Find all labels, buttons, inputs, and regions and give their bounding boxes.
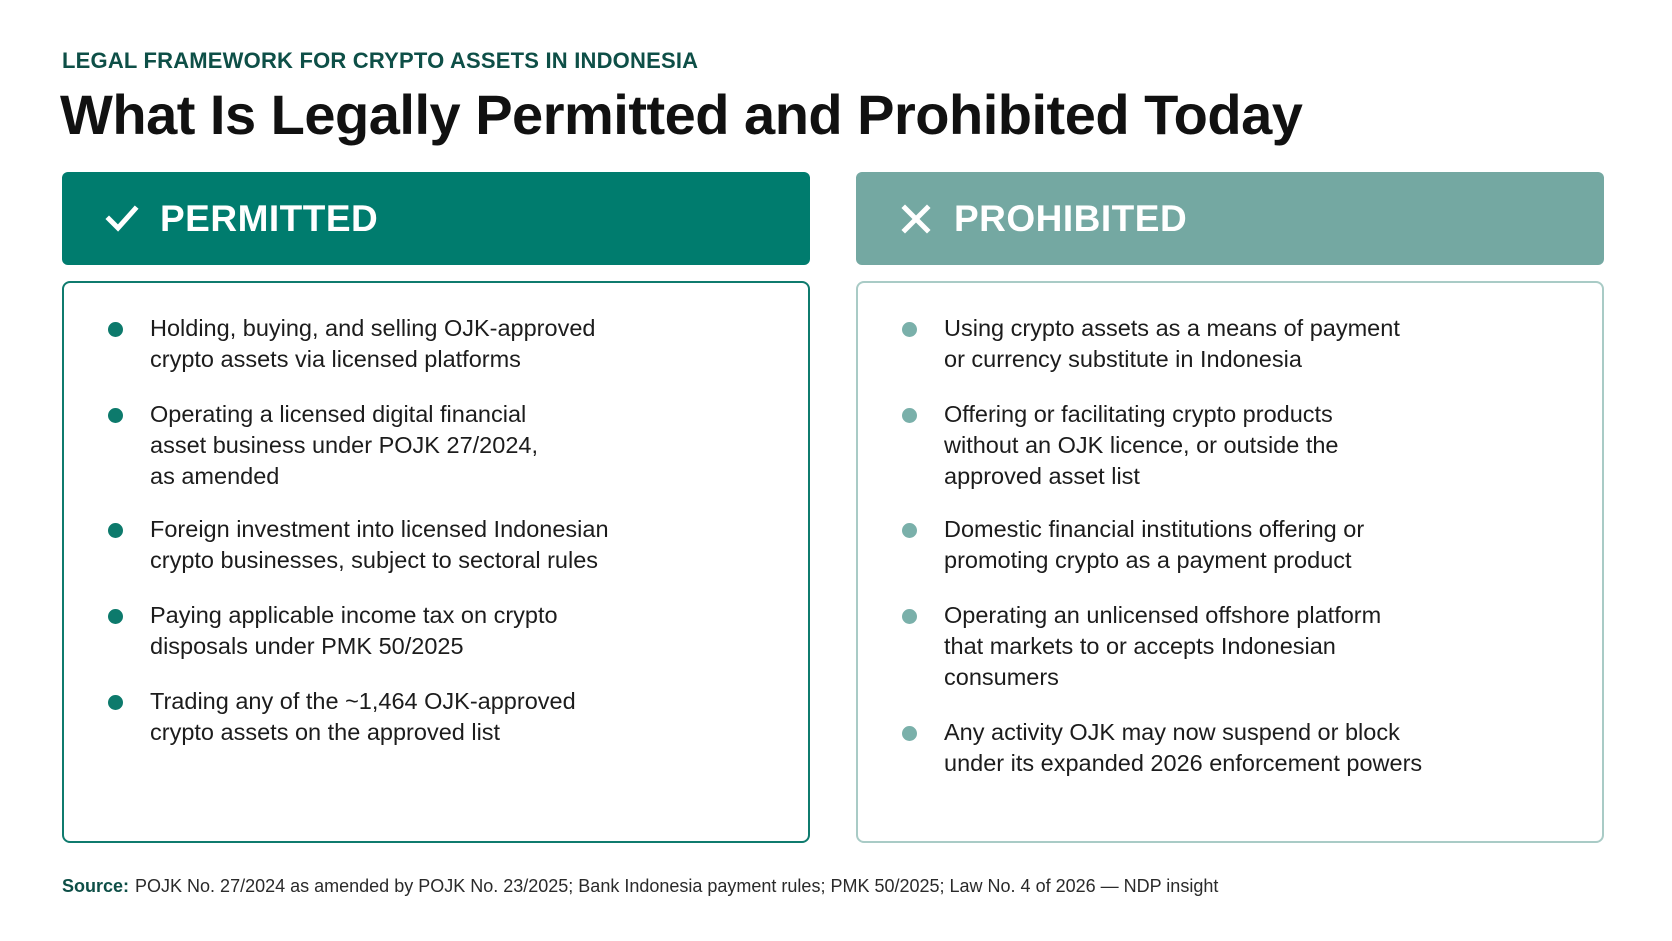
bullet-dot-icon (902, 609, 917, 624)
list-item-line: Domestic financial institutions offering or (944, 516, 1365, 542)
list-item (64, 686, 808, 748)
bullet-dot-icon (902, 322, 917, 337)
check-icon (102, 199, 142, 239)
list-item (64, 313, 808, 375)
eyebrow-label: LEGAL FRAMEWORK FOR CRYPTO ASSETS IN INDONESIA (62, 48, 699, 73)
permitted-header-label: PERMITTED (160, 197, 379, 239)
list-item (64, 399, 808, 492)
bullet-dot-icon (902, 726, 917, 741)
bullet-dot-icon (902, 408, 917, 423)
list-item-line: or currency substitute in Indonesia (944, 346, 1302, 372)
bullet-dot-icon (108, 695, 123, 710)
list-item (64, 514, 808, 576)
bullet-dot-icon (108, 609, 123, 624)
list-item (64, 600, 808, 662)
list-item-line: Foreign investment into licensed Indonesian (150, 516, 609, 542)
permitted-header (62, 172, 810, 265)
list-item-line: crypto businesses, subject to sectoral rules (150, 547, 599, 573)
prohibited-header-label: PROHIBITED (954, 197, 1188, 239)
list-item (858, 600, 1602, 693)
list-item (858, 514, 1602, 576)
list-item-line: Any activity OJK may now suspend or block (944, 719, 1400, 745)
permitted-column (62, 172, 810, 843)
list-item-line: crypto assets on the approved list (150, 719, 501, 745)
list-item-line: without an OJK licence, or outside the (944, 432, 1339, 458)
list-item-line: Operating an unlicensed offshore platform (944, 602, 1382, 628)
list-item-line: consumers (944, 664, 1059, 690)
page-title: What Is Legally Permitted and Prohibited Today (60, 83, 1303, 146)
source-text: POJK No. 27/2024 as amended by POJK No. 23/2025; Bank Indonesia payment rules; PMK 50/2025; Law No. 4 of 2026 — NDP insight (135, 876, 1219, 896)
bullet-dot-icon (108, 322, 123, 337)
list-item (858, 717, 1602, 779)
source-note (62, 876, 1218, 897)
list-item-line: crypto assets via licensed platforms (150, 346, 521, 372)
list-item-line: Using crypto assets as a means of payment (944, 315, 1400, 341)
list-item-line: Trading any of the ~1,464 OJK-approved (150, 688, 576, 714)
prohibited-header (856, 172, 1604, 265)
list-item (858, 313, 1602, 375)
list-item-line: that markets to or accepts Indonesian (944, 633, 1336, 659)
list-item-line: Offering or facilitating crypto products (944, 401, 1333, 427)
list-item-line: under its expanded 2026 enforcement powers (944, 750, 1423, 776)
list-item-line: asset business under POJK 27/2024, (150, 432, 538, 458)
list-item-line: Operating a licensed digital financial (150, 401, 527, 427)
list-item-line: approved asset list (944, 463, 1140, 489)
prohibited-list (856, 281, 1604, 843)
list-item-line: as amended (150, 463, 280, 489)
list-item-line: Holding, buying, and selling OJK-approved (150, 315, 596, 341)
x-icon (896, 199, 936, 239)
permitted-list (62, 281, 810, 843)
list-item (858, 399, 1602, 492)
source-label: Source: (62, 876, 130, 896)
list-item-line: Paying applicable income tax on crypto (150, 602, 558, 628)
bullet-dot-icon (108, 408, 123, 423)
prohibited-column (856, 172, 1604, 843)
list-item-line: disposals under PMK 50/2025 (150, 633, 464, 659)
bullet-dot-icon (108, 523, 123, 538)
bullet-dot-icon (902, 523, 917, 538)
list-item-line: promoting crypto as a payment product (944, 547, 1352, 573)
